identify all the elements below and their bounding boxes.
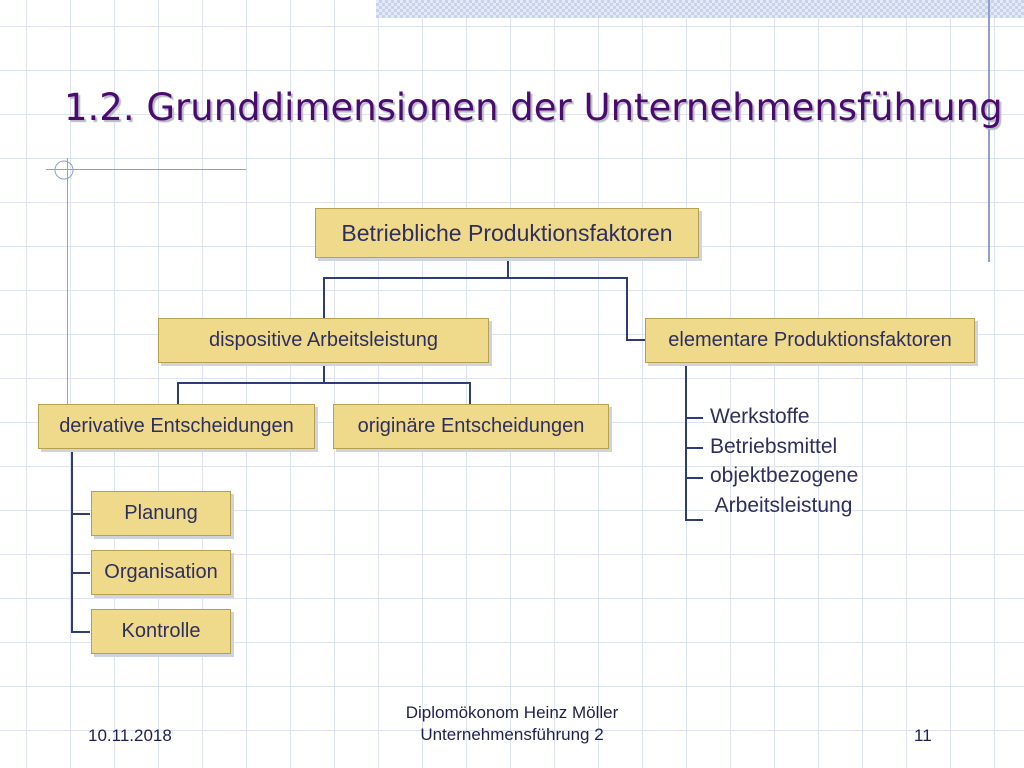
connector-to-planung <box>71 513 90 515</box>
connector-to-derivative <box>177 382 179 404</box>
decor-horizontal-line <box>46 169 246 170</box>
decor-vertical-line-right <box>988 0 990 262</box>
connector-to-dispositive <box>323 277 325 318</box>
list-dash-4 <box>685 519 703 521</box>
list-item-objektbezogene: objektbezogene <box>710 464 859 487</box>
footer-author-line1: Diplomökonom Heinz Möller <box>405 703 619 722</box>
node-derivative: derivative Entscheidungen <box>38 404 315 449</box>
connector-right-drop <box>626 277 628 341</box>
node-planung: Planung <box>91 491 231 536</box>
footer-date: 10.11.2018 <box>88 726 172 745</box>
list-item-arbeitsleistung: Arbeitsleistung <box>710 494 853 517</box>
list-dash-3 <box>685 477 703 479</box>
footer-page-number: 11 <box>914 726 932 745</box>
header-pattern <box>376 0 1024 18</box>
footer-author <box>362 702 662 746</box>
connector-level2-bar <box>177 382 471 384</box>
list-item-betriebsmittel: Betriebsmittel <box>710 435 838 458</box>
node-elementary: elementare Produktionsfaktoren <box>645 318 975 363</box>
connector-elementary-list <box>685 364 687 521</box>
list-item-werkstoffe: Werkstoffe <box>710 405 810 428</box>
decor-vertical-line-left <box>67 158 68 408</box>
node-kontrolle: Kontrolle <box>91 609 231 654</box>
node-originaer: originäre Entscheidungen <box>333 404 609 449</box>
connector-derivative-children <box>71 450 73 633</box>
connector-to-organisation <box>71 572 90 574</box>
connector-to-elementary <box>626 339 645 341</box>
slide-title: 1.2. Grunddimensionen der Unternehmensführung <box>64 86 1003 129</box>
node-organisation: Organisation <box>91 550 231 595</box>
footer-author-line2: Unternehmensführung 2 <box>420 725 604 744</box>
crosshair-circle-icon <box>52 158 76 182</box>
connector-level1-bar <box>323 277 628 279</box>
list-dash-1 <box>685 417 703 419</box>
connector-dispositive-down <box>323 363 325 383</box>
connector-to-originaer <box>469 382 471 404</box>
node-dispositive: dispositive Arbeitsleistung <box>158 318 489 363</box>
connector-to-kontrolle <box>71 631 90 633</box>
node-root: Betriebliche Produktionsfaktoren <box>315 208 699 258</box>
list-dash-2 <box>685 447 703 449</box>
connector-root-down <box>507 258 509 278</box>
